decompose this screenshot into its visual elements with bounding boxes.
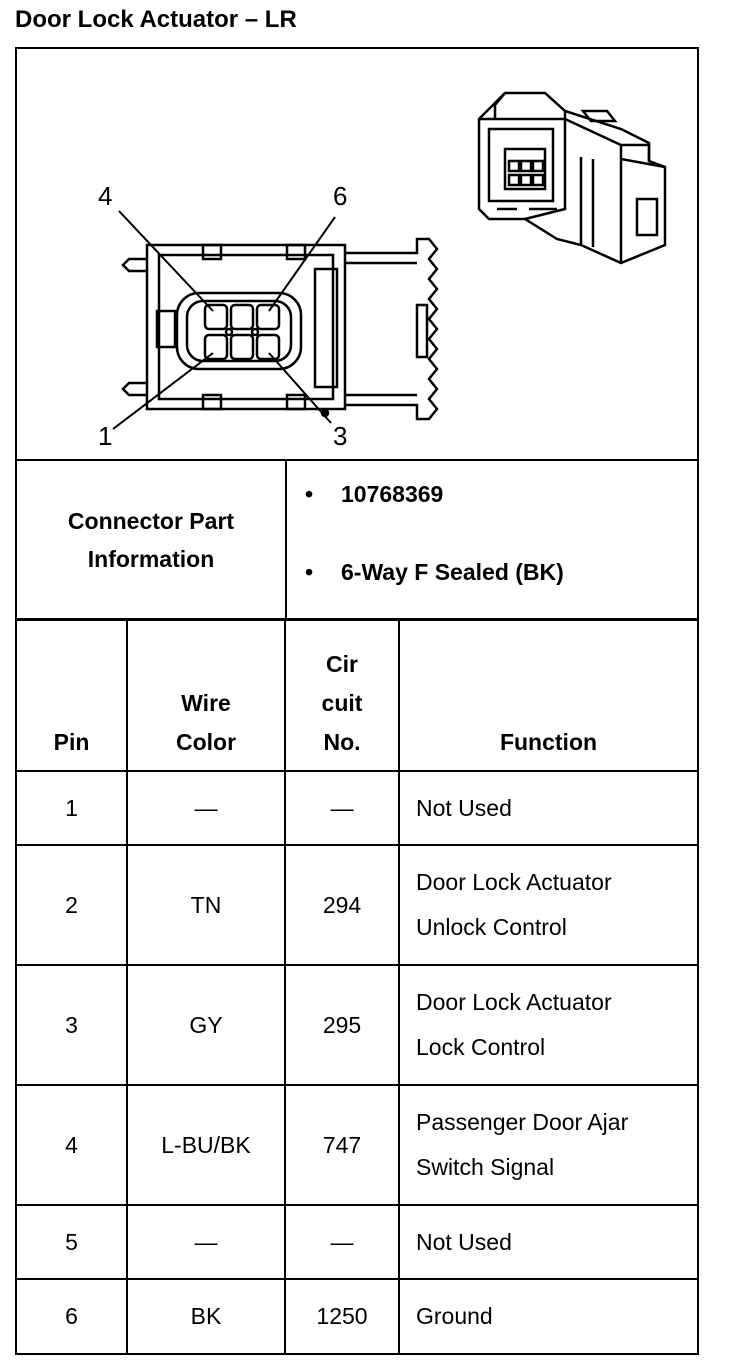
- bullet-icon: •: [305, 559, 314, 585]
- pin-function: Door Lock Actuator Lock Control: [399, 965, 697, 1085]
- cavity-pin-4: [205, 305, 227, 329]
- circuit-number: 295: [285, 965, 399, 1085]
- wire-color: BK: [127, 1279, 285, 1353]
- connector-info-label: Connector Part Information: [17, 461, 287, 618]
- circuit-number: 1250: [285, 1279, 399, 1353]
- connector-part-info: [17, 461, 697, 621]
- table-row: [17, 1085, 697, 1205]
- table-row: [17, 845, 697, 965]
- pin-callout-3: 3: [333, 421, 348, 451]
- wire-color: —: [127, 771, 285, 845]
- header-circuit-no: Cir cuit No.: [285, 621, 399, 771]
- connector-drawing: [17, 49, 697, 459]
- cavity-pin-2: [231, 335, 253, 359]
- page-title: Door Lock Actuator – LR: [15, 6, 297, 33]
- circuit-number: —: [285, 1205, 399, 1279]
- lock-bar: [345, 239, 437, 419]
- header-function: Function: [399, 621, 697, 771]
- pin-number: 4: [17, 1085, 127, 1205]
- pin-number: 3: [17, 965, 127, 1085]
- pin-function: Passenger Door Ajar Switch Signal: [399, 1085, 697, 1205]
- circuit-number: 747: [285, 1085, 399, 1205]
- connector-part-number: • 10768369: [305, 481, 444, 507]
- circuit-number: 294: [285, 845, 399, 965]
- table-row: [17, 965, 697, 1085]
- header-pin: Pin: [17, 621, 127, 771]
- connector-face-inner: [159, 255, 333, 399]
- cavity-pin-5: [231, 305, 253, 329]
- pin-callout-4: 4: [98, 181, 113, 211]
- table-row: [17, 1279, 697, 1353]
- connector-isometric-view: [479, 93, 665, 263]
- wire-color: L-BU/BK: [127, 1085, 285, 1205]
- pin-number: 1: [17, 771, 127, 845]
- pin-function: Not Used: [399, 1205, 697, 1279]
- table-row: [17, 1205, 697, 1279]
- wire-color: GY: [127, 965, 285, 1085]
- bullet-icon: •: [305, 481, 314, 507]
- wire-color: TN: [127, 845, 285, 965]
- pin-number: 2: [17, 845, 127, 965]
- circuit-number: —: [285, 771, 399, 845]
- pin-function: Door Lock Actuator Unlock Control: [399, 845, 697, 965]
- pin-table-header: [17, 621, 697, 771]
- cavity-pin-6: [257, 305, 279, 329]
- pin-callout-1: 1: [98, 421, 113, 451]
- pin-function: Not Used: [399, 771, 697, 845]
- pin-number: 5: [17, 1205, 127, 1279]
- connector-diagram: [17, 49, 697, 461]
- table-row: [17, 771, 697, 845]
- connector-info-list: [287, 461, 697, 618]
- wire-color: —: [127, 1205, 285, 1279]
- pin-table: [17, 621, 697, 1353]
- connector-sheet: [15, 47, 699, 1355]
- pin-function: Ground: [399, 1279, 697, 1353]
- header-wire-color: Wire Color: [127, 621, 285, 771]
- connector-description: • 6-Way F Sealed (BK): [305, 559, 564, 585]
- pin-number: 6: [17, 1279, 127, 1353]
- pin-callout-6: 6: [333, 181, 348, 211]
- cavity-pin-3: [257, 335, 279, 359]
